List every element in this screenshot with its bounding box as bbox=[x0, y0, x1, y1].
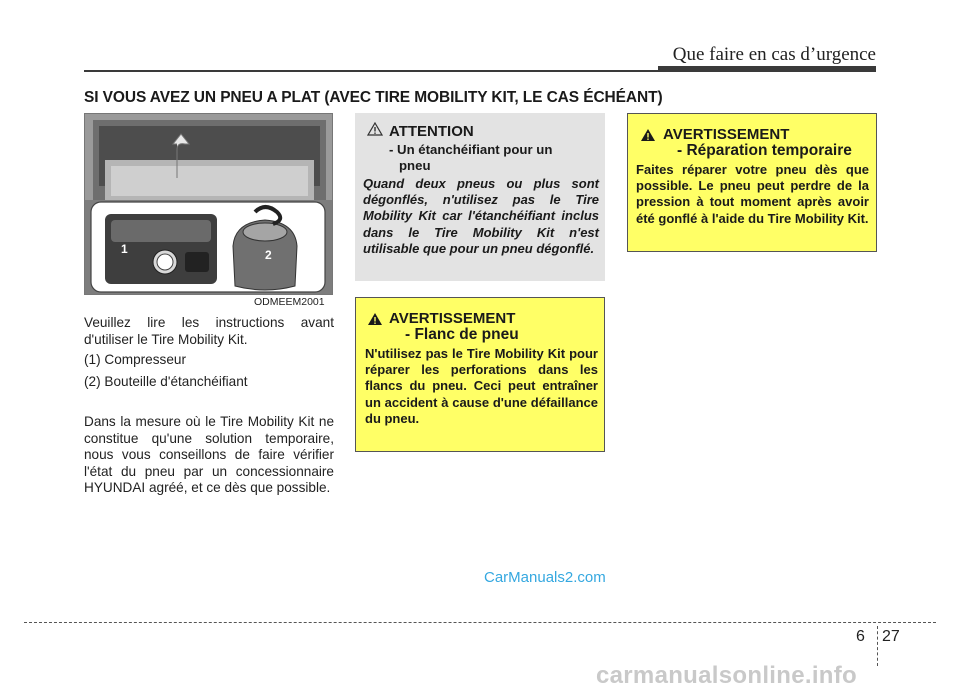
attention-sub-line-2: pneu bbox=[399, 158, 431, 173]
page-number: 27 bbox=[882, 628, 900, 645]
warning-flank-body: N'utilisez pas le Tire Mobility Kit pour réparer les perforations dans les flancs du pneu. Ceci peut entraîner un accident à cause d'une défaillance du pneu. bbox=[365, 346, 598, 426]
attention-heading: ATTENTION bbox=[389, 123, 474, 140]
trunk-photo bbox=[84, 113, 333, 295]
chapter-title: Que faire en cas d’urgence bbox=[672, 44, 876, 65]
warning-temporary-heading: AVERTISSEMENT bbox=[663, 126, 790, 143]
figure-label-1: 1 bbox=[121, 242, 128, 256]
tire-mobility-kit-illustration bbox=[85, 114, 333, 295]
figure-label-2: 2 bbox=[265, 248, 272, 262]
warning-temporary-subheading: - Réparation temporaire bbox=[677, 142, 852, 159]
item-sealant-bottle: (2) Bouteille d'étanchéifiant bbox=[84, 374, 248, 389]
item-compressor: (1) Compresseur bbox=[84, 352, 186, 367]
attention-box bbox=[355, 113, 605, 281]
attention-body: Quand deux pneus ou plus sont dégonflés, n'utilisez pas le Tire Mobility Kit car l'étanchéifiant inclus dans le Tire Mobility Kit n'est utilisable que pour un pneu dégonflé. bbox=[363, 176, 599, 256]
intro-text: Veuillez lire les instructions avant d'utiliser le Tire Mobility Kit. bbox=[84, 315, 334, 347]
warning-triangle-icon bbox=[640, 128, 656, 142]
header-rule bbox=[84, 70, 876, 72]
warning-flank-heading: AVERTISSEMENT bbox=[389, 310, 516, 327]
figure-code: ODMEEM2001 bbox=[254, 296, 325, 308]
warning-temporary-repair-box bbox=[627, 113, 877, 252]
footer-dashed-rule bbox=[24, 622, 936, 623]
section-title: SI VOUS AVEZ UN PNEU A PLAT (AVEC TIRE MOBILITY KIT, LE CAS ÉCHÉANT) bbox=[84, 89, 663, 106]
warning-triangle-icon bbox=[367, 312, 383, 326]
chapter-number: 6 bbox=[856, 628, 865, 645]
temporary-solution-paragraph: Dans la mesure où le Tire Mobility Kit ne constitue qu'une solution temporaire, nous vous conseillons de faire vérifier l'état du pneu par un concessionnaire HYUNDAI agréé, et ce dès que possible. bbox=[84, 414, 334, 495]
warning-flank-box bbox=[355, 297, 605, 452]
page-divider bbox=[877, 626, 878, 666]
attention-sub-line-1: - Un étanchéifiant pour un bbox=[389, 142, 553, 157]
warning-flank-subheading: - Flanc de pneu bbox=[405, 326, 519, 343]
watermark-carmanuals2[interactable]: CarManuals2.com bbox=[484, 569, 606, 586]
watermark-carmanualsonline: carmanualsonline.info bbox=[596, 662, 858, 689]
caution-triangle-icon bbox=[367, 122, 383, 136]
warning-temporary-body: Faites réparer votre pneu dès que possible. Le pneu peut perdre de la pression à tout moment après avoir été gonflé à l'aide du Tire Mobility Kit. bbox=[636, 162, 869, 226]
